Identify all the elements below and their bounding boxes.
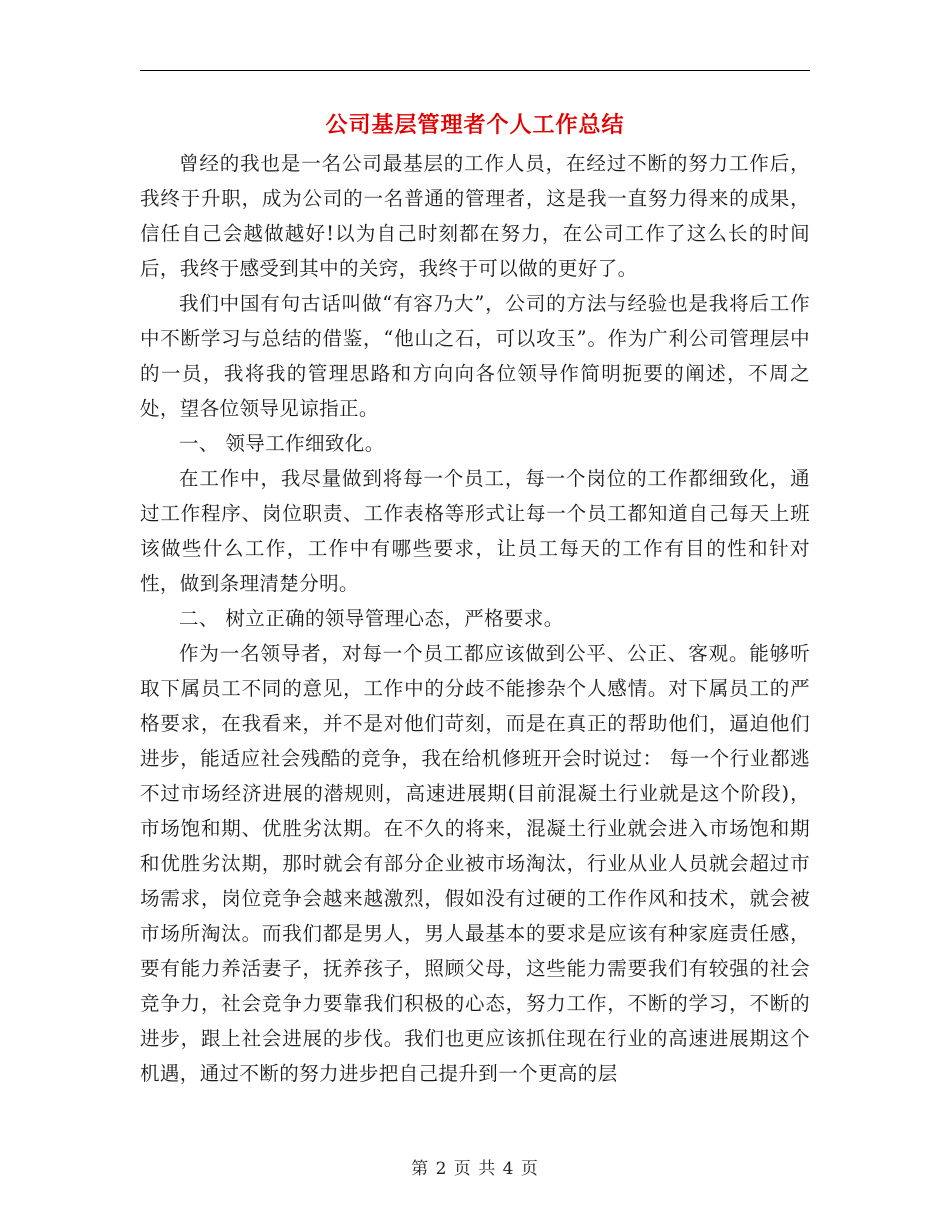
paragraph-intro: 曾经的我也是一名公司最基层的工作人员，在经过不断的努力工作后，我终于升职，成为公司的一名普通的管理者，这是我一直努力得来的成果，信任自己会越做越好!以为自己时刻都在努力，在公司工作了这么长的时间后，我终于感受到其中的关窍，我终于可以做的更好了。 <box>140 152 810 280</box>
document-body <box>140 146 810 1091</box>
paragraph-section-1: 在工作中，我尽量做到将每一个员工，每一个岗位的工作都细致化，通过工作程序、岗位职责、工作表格等形式让每一个员工都知道自己每天上班该做些什么工作，工作中有哪些要求，让员工每天的工作有目的性和针对性，做到条理清楚分明。 <box>140 467 810 595</box>
page-number-footer: 第 2 页 共 4 页 <box>411 1159 539 1179</box>
header-rule <box>140 70 810 71</box>
section-heading-2: 二、 树立正确的领导管理心态，严格要求。 <box>179 607 564 630</box>
section-heading-1: 一、 领导工作细致化。 <box>179 432 385 455</box>
paragraph-section-2: 作为一名领导者，对每一个员工都应该做到公平、公正、客观。能够听取下属员工不同的意见，工作中的分歧不能掺杂个人感情。对下属员工的严格要求，在我看来，并不是对他们苛刻，而是在真正的帮助他们，逼迫他们进步，能适应社会残酷的竞争，我在给机修班开会时说过： 每一个行业都逃不过市场经济进展的潜规则，高速进展期(目前混凝土行业就是这个阶段)，市场饱和期、优胜劣汰期。在不久的将来，混凝土行业就会进入市场饱和期和优胜劣汰期，那时就会有部分企业被市场淘汰，行业从业人员就会超过市场需求，岗位竞争会越来越激烈，假如没有过硬的工作作风和技术，就会被市场所淘汰。而我们都是男人，男人最基本的要求是应该有种家庭责任感，要有能力养活妻子，抚养孩子，照顾父母，这些能力需要我们有较强的社会竞争力，社会竞争力要靠我们积极的心态，努力工作，不断的学习，不断的进步，跟上社会进展的步伐。我们也更应该抓住现在行业的高速进展期这个机遇，通过不断的努力进步把自己提升到一个更高的层 <box>140 642 810 1085</box>
document-title: 公司基层管理者个人工作总结 <box>325 113 625 138</box>
paragraph-motto: 我们中国有句古话叫做“有容乃大”，公司的方法与经验也是我将后工作中不断学习与总结的借鉴，“他山之石，可以攻玉”。作为广利公司管理层中的一员，我将我的管理思路和方向向各位领导作简明扼要的阐述，不周之处，望各位领导见谅指正。 <box>140 292 810 420</box>
